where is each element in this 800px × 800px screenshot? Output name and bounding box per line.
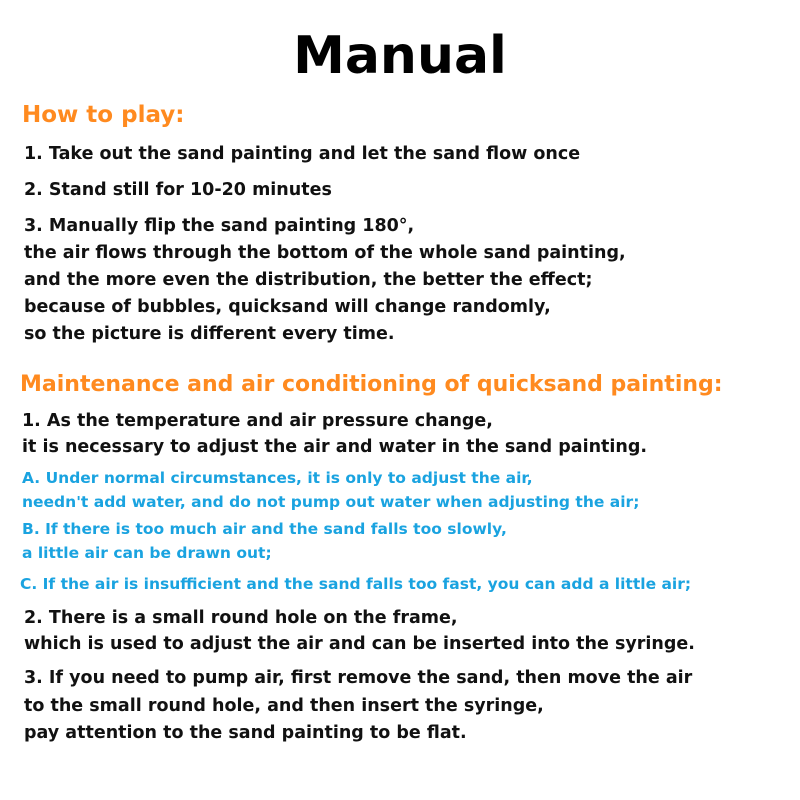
maintenance-note-b-line-1: B. If there is too much air and the sand falls too slowly, xyxy=(22,520,507,538)
maintenance-item-1-line-2: it is necessary to adjust the air and water in the sand painting. xyxy=(22,437,648,457)
maintenance-note-a-line-1: A. Under normal circumstances, it is only to adjust the air, xyxy=(22,469,533,487)
maintenance-note-a-line-2: needn't add water, and do not pump out water when adjusting the air; xyxy=(22,493,640,511)
how-to-play-step-3-line-1: 3. Manually flip the sand painting 180°, xyxy=(24,216,415,236)
how-to-play-heading: How to play: xyxy=(22,102,185,128)
maintenance-item-3-line-2: to the small round hole, and then insert the syringe, xyxy=(24,696,544,716)
how-to-play-step-3-line-5: so the picture is different every time. xyxy=(24,324,395,344)
page-title: Manual xyxy=(293,26,507,86)
maintenance-item-1-line-1: 1. As the temperature and air pressure change, xyxy=(22,411,493,431)
maintenance-note-b-line-2: a little air can be drawn out; xyxy=(22,544,272,562)
maintenance-item-3-line-1: 3. If you need to pump air, first remove the sand, then move the air xyxy=(24,668,693,688)
how-to-play-step-3-line-3: and the more even the distribution, the better the effect; xyxy=(24,270,593,290)
maintenance-item-2-line-2: which is used to adjust the air and can be inserted into the syringe. xyxy=(24,634,695,654)
maintenance-heading: Maintenance and air conditioning of quicksand painting: xyxy=(20,372,723,397)
how-to-play-step-3-line-4: because of bubbles, quicksand will change randomly, xyxy=(24,297,551,317)
how-to-play-step-3-line-2: the air flows through the bottom of the whole sand painting, xyxy=(24,243,626,263)
maintenance-item-3-line-3: pay attention to the sand painting to be flat. xyxy=(24,723,467,743)
maintenance-item-2-line-1: 2. There is a small round hole on the frame, xyxy=(24,608,458,628)
how-to-play-step-2: 2. Stand still for 10-20 minutes xyxy=(24,180,332,200)
how-to-play-step-1: 1. Take out the sand painting and let the sand flow once xyxy=(24,144,581,164)
maintenance-note-c: C. If the air is insufficient and the sand falls too fast, you can add a little air; xyxy=(20,575,692,593)
